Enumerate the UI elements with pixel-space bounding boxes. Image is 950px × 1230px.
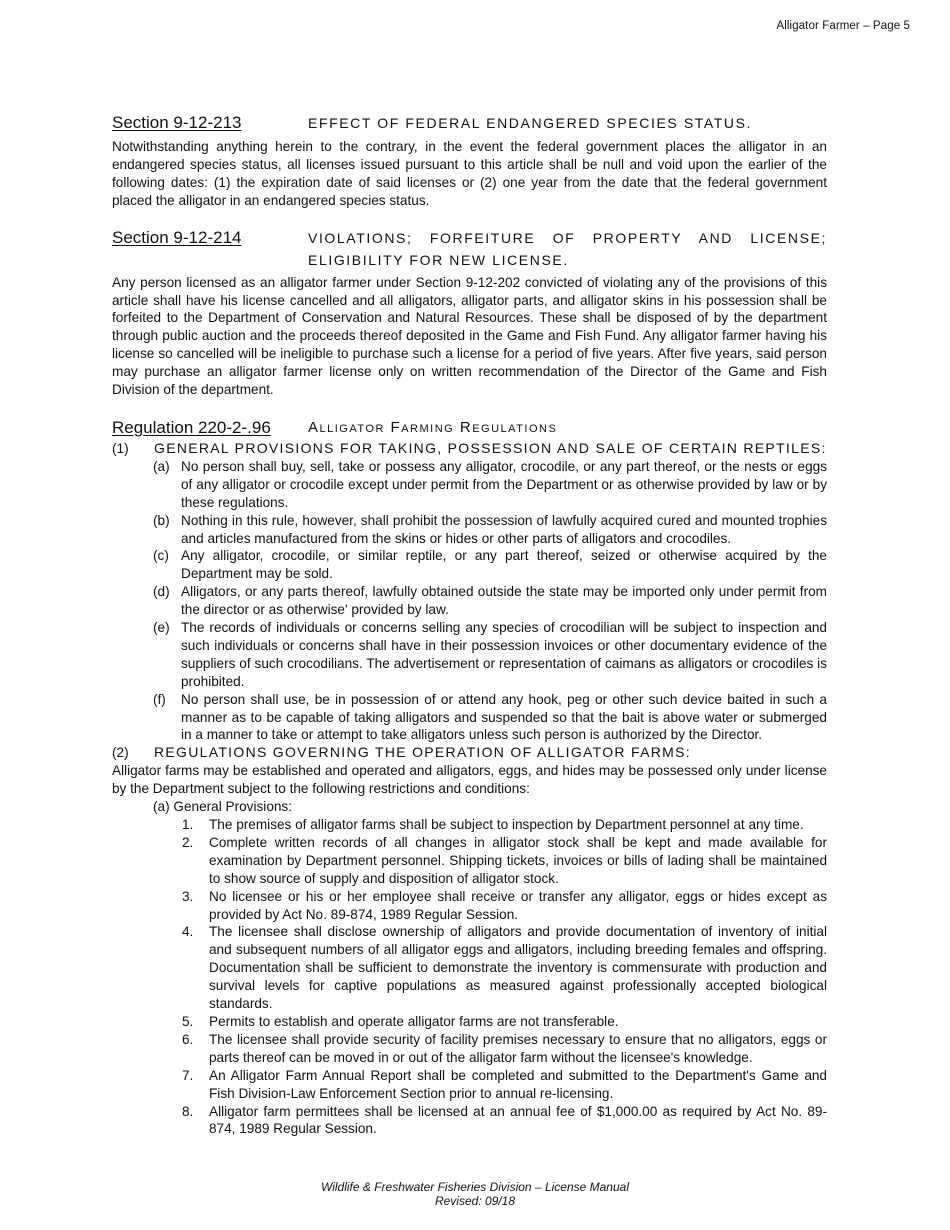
part-2-intro: Alligator farms may be established and operated and alligators, eggs, and hides may be possessed only under license by the Department subject to the following restrictions and conditions: bbox=[112, 763, 827, 797]
item-text: Permits to establish and operate alligator farms are not transferable. bbox=[209, 1013, 619, 1029]
item-label: (e) bbox=[153, 620, 170, 636]
list-item bbox=[112, 583, 827, 619]
section-9-12-214 bbox=[112, 226, 827, 399]
section-heading bbox=[112, 111, 827, 135]
general-provisions-label: (a) General Provisions: bbox=[153, 799, 293, 815]
item-text: The records of individuals or concerns selling any species of crocodilian will be subject to inspection and such individuals or concerns shall have in their possession invoices or other documentary evidence of the suppliers of such crocodilians. The advertisement or representation of caimans as alligators or crocodiles is prohibited. bbox=[181, 620, 827, 689]
item-text: Alligator farm permittees shall be licensed at an annual fee of $1,000.00 as required by Act No. 89-874, 1989 Regular Session. bbox=[209, 1103, 827, 1137]
item-number: 6. bbox=[182, 1031, 194, 1047]
item-text: An Alligator Farm Annual Report shall be completed and submitted to the Department's Game and Fish Division-Law Enforcement Section prior to annual re-licensing. bbox=[209, 1067, 827, 1101]
list-item bbox=[112, 512, 827, 548]
section-title: EFFECT OF FEDERAL ENDANGERED SPECIES STATUS. bbox=[308, 115, 753, 131]
list-item bbox=[112, 923, 827, 1013]
section-body: Notwithstanding anything herein to the contrary, in the event the federal government places the alligator in an endangered species status, all licenses issued pursuant to this article shall be null and void upon the earlier of the following dates: (1) the expiration date of said licenses or (2) one year from the date that the federal government placed the alligator in an endangered species status. bbox=[112, 139, 827, 208]
list-item bbox=[112, 888, 827, 924]
item-text: The premises of alligator farms shall be subject to inspection by Department personnel at any time. bbox=[209, 817, 804, 832]
list-item bbox=[112, 816, 827, 834]
item-number: 7. bbox=[182, 1067, 194, 1083]
list-item bbox=[112, 1067, 827, 1103]
section-number: Section 9-12-213 bbox=[112, 113, 242, 132]
item-text: Alligators, or any parts thereof, lawfully obtained outside the state may be imported only under permit from the director or as otherwise' provided by law. bbox=[181, 584, 827, 618]
section-number: Section 9-12-214 bbox=[112, 227, 242, 247]
running-header: Alligator Farmer – Page 5 bbox=[776, 20, 910, 32]
item-label: (b) bbox=[153, 512, 170, 528]
list-item bbox=[112, 691, 827, 745]
item-text: Nothing in this rule, however, shall prohibit the possession of lawfully acquired cured and mounted trophies and articles manufactured from the skins or hides or other parts of alligators and crocodiles. bbox=[181, 512, 827, 546]
part-title: GENERAL PROVISIONS FOR TAKING, POSSESSION AND SALE OF CERTAIN REPTILES: bbox=[154, 439, 827, 456]
item-text: No licensee or his or her employee shall receive or transfer any alligator, eggs or hides except as provided by Act No. 89-874, 1989 Regular Session. bbox=[209, 888, 827, 922]
list-item bbox=[112, 1031, 827, 1067]
list-item bbox=[112, 458, 827, 512]
list-item bbox=[112, 547, 827, 583]
item-number: 8. bbox=[182, 1103, 194, 1119]
list-item bbox=[112, 1013, 827, 1031]
section-9-12-213 bbox=[112, 111, 827, 210]
document-body bbox=[112, 111, 827, 1138]
item-number: 1. bbox=[182, 817, 194, 832]
part-number: (2) bbox=[112, 745, 129, 761]
part-1-heading bbox=[112, 440, 827, 458]
item-label: (f) bbox=[153, 691, 166, 707]
item-label: (d) bbox=[153, 584, 170, 600]
regulation-title: Alligator Farming Regulations bbox=[308, 418, 558, 436]
item-text: Any alligator, crocodile, or similar reptile, or any part thereof, seized or otherwise acquired by the Department may be sold. bbox=[181, 548, 827, 582]
item-label: (a) bbox=[153, 458, 170, 474]
item-number: 2. bbox=[182, 834, 194, 850]
list-item bbox=[112, 1103, 827, 1139]
item-text: Complete written records of all changes in alligator stock shall be kept and made available for examination by Department personnel. Shipping tickets, invoices or bills of lading shall be maintained to show source of supply and disposition of alligator stock. bbox=[209, 834, 827, 886]
item-text: The licensee shall disclose ownership of alligators and provide documentation of inventory of initial and subsequent numbers of all alligator eggs and alligators, including breeding females and offspring. Documentation shall be sufficient to demonstrate the inventory is commensurate with production and survival levels for captive populations as measured against professionally accepted biological standards. bbox=[209, 924, 827, 1012]
list-item bbox=[112, 834, 827, 888]
section-heading bbox=[112, 226, 827, 271]
footer-revised: Revised: 09/18 bbox=[434, 1194, 516, 1208]
page-footer bbox=[0, 1180, 950, 1208]
item-number: 5. bbox=[182, 1013, 194, 1029]
item-text: The licensee shall provide security of facility premises necessary to ensure that no alligators, eggs or parts thereof can be moved in or out of the alligator farm without the licensee's knowledge. bbox=[209, 1031, 827, 1065]
part-2-heading bbox=[112, 744, 827, 762]
item-text: No person shall buy, sell, take or possess any alligator, crocodile, or any part thereof, or the nests or eggs of any alligator or crocodile except under permit from the Department or as otherwise provided by law or by these regulations. bbox=[181, 458, 827, 510]
item-label: (c) bbox=[153, 548, 169, 564]
item-text: No person shall use, be in possession of or attend any hook, peg or other such device baited in such a manner as to be capable of taking alligators and suspended so that the bait is above water or submerged in a manner to take or attempt to take alligators unless such person is authorized by the Director. bbox=[181, 691, 827, 743]
item-number: 4. bbox=[182, 924, 194, 940]
part-title: REGULATIONS GOVERNING THE OPERATION OF ALLIGATOR FARMS: bbox=[154, 744, 691, 761]
list-item bbox=[112, 619, 827, 691]
regulation-heading bbox=[112, 416, 827, 440]
regulation-220-2-96 bbox=[112, 416, 827, 1138]
item-number: 3. bbox=[182, 888, 194, 904]
section-body: Any person licensed as an alligator farmer under Section 9-12-202 convicted of violating any of the provisions of this article shall have his license cancelled and all alligators, alligator parts, and alligator skins in his possession shall be forfeited to the Department of Conservation and Natural Resources. These shall be disposed of by the department through public auction and the proceeds thereof deposited in the Game and Fish Fund. Any alligator farmer having his license so cancelled will be ineligible to purchase such a license for a period of five years. After five years, said person may purchase an alligator farmer license only on written recommendation of the Director of the Game and Fish Division of the department. bbox=[112, 274, 827, 398]
footer-title: Wildlife & Freshwater Fisheries Division – License Manual bbox=[320, 1180, 629, 1194]
part-number: (1) bbox=[112, 440, 129, 456]
regulation-number: Regulation 220-2-.96 bbox=[112, 417, 271, 437]
section-title: VIOLATIONS; FORFEITURE OF PROPERTY AND LICENSE; ELIGIBILITY FOR NEW LICENSE. bbox=[308, 229, 827, 268]
